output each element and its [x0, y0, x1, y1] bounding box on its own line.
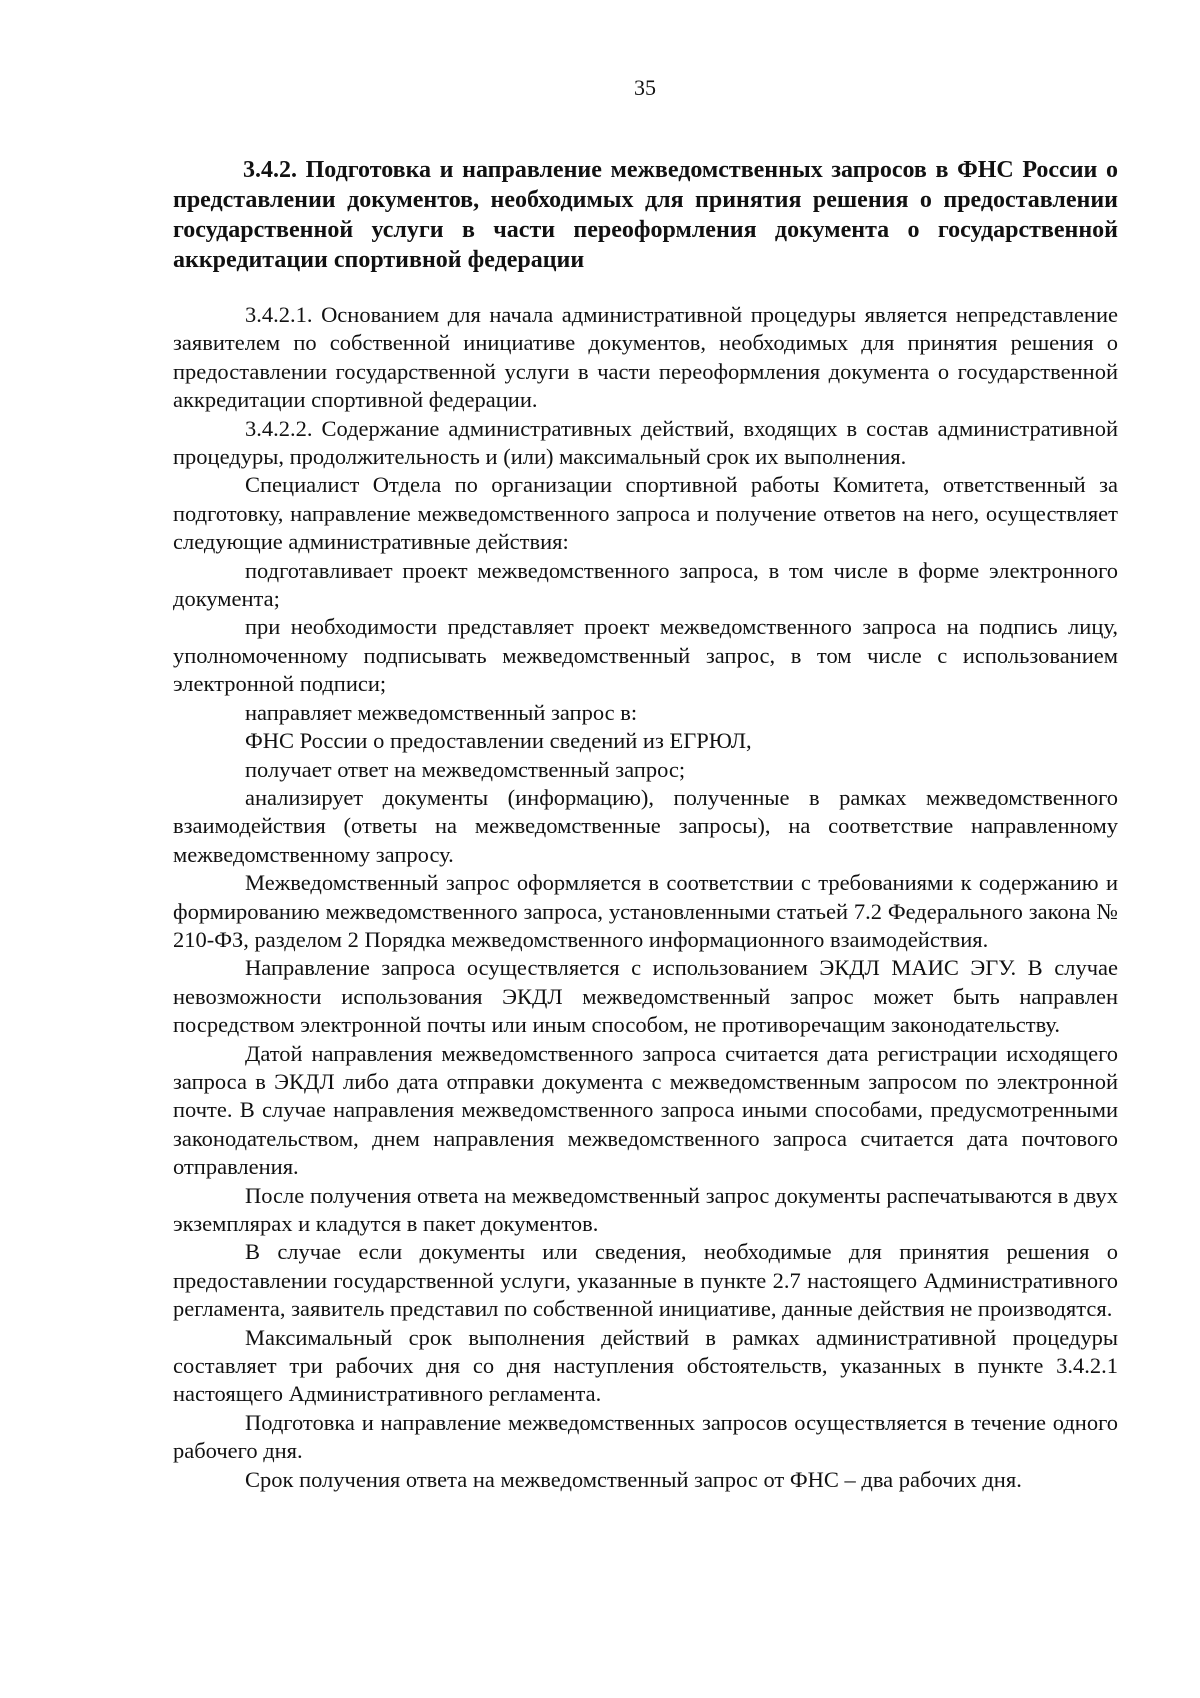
paragraph: получает ответ на межведомственный запрос; — [245, 756, 686, 782]
paragraph: Срок получения ответа на межведомственный запрос от ФНС – два рабочих дня. — [245, 1466, 1022, 1492]
paragraph: подготавливает проект межведомственного запроса, в том числе в форме электронного документа; — [173, 557, 1118, 612]
paragraph: Специалист Отдела по организации спортивной работы Комитета, ответственный за подготовку, направление межведомственного запроса и получение ответов на него, осуществляет следующие административные действия: — [173, 472, 1118, 555]
paragraph: ФНС России о предоставлении сведений из ЕГРЮЛ, — [245, 728, 752, 754]
section-heading: 3.4.2. Подготовка и направление межведомственных запросов в ФНС России о представлении документов, необходимых для принятия решения о предоставлении государственной услуги в части переоформления документа о государственной аккредитации спортивной федерации — [173, 157, 1118, 273]
paragraph: Максимальный срок выполнения действий в рамках административной процедуры составляет три рабочих дня со дня наступления обстоятельств, указанных в пункте 3.4.2.1 настоящего Административного регламента. — [173, 1324, 1118, 1407]
paragraph: Межведомственный запрос оформляется в соответствии с требованиями к содержанию и формированию межведомственного запроса, установленными статьей 7.2 Федерального закона № 210-ФЗ, разделом 2 Порядка межведомственного информационного взаимодействия. — [173, 870, 1118, 952]
paragraph: Направление запроса осуществляется с использованием ЭКДЛ МАИС ЭГУ. В случае невозможности использования ЭКДЛ межведомственный запрос может быть направлен посредством электронной почты или иным способом, не противоречащим законодательству. — [173, 955, 1118, 1038]
paragraph: при необходимости представляет проект межведомственного запроса на подпись лицу, уполномоченному подписывать межведомственный запрос, в том числе с использованием электронной подписи; — [173, 614, 1118, 697]
paragraph: Датой направления межведомственного запроса считается дата регистрации исходящего запроса в ЭКДЛ либо дата отправки документа с межведомственным запросом по электронной почте. В случае направления межведомственного запроса иными способами, предусмотренными законодательством, днем направления межведомственного запроса считается дата почтового отправления. — [173, 1040, 1118, 1180]
paragraph: направляет межведомственный запрос в: — [245, 699, 638, 725]
paragraph: Подготовка и направление межведомственных запросов осуществляется в течение одного рабочего дня. — [173, 1409, 1118, 1464]
paragraph: 3.4.2.1. Основанием для начала административной процедуры является непредставление заявителем по собственной инициативе документов, необходимых для принятия решения о предоставлении государственной услуги в части переоформления документа о государственной аккредитации спортивной федерации. — [173, 302, 1118, 413]
paragraph: После получения ответа на межведомственный запрос документы распечатываются в двух экземплярах и кладутся в пакет документов. — [173, 1182, 1118, 1236]
page-number: 35 — [634, 75, 656, 100]
paragraph: 3.4.2.2. Содержание административных действий, входящих в состав административной процедуры, продолжительность и (или) максимальный срок их выполнения. — [173, 415, 1118, 470]
paragraph: В случае если документы или сведения, необходимые для принятия решения о предоставлении государственной услуги, указанные в пункте 2.7 настоящего Административного регламента, заявитель представил по собственной инициативе, данные действия не производятся. — [173, 1239, 1118, 1322]
document-body — [173, 155, 1118, 1494]
paragraph: анализирует документы (информацию), полученные в рамках межведомственного взаимодействия (ответы на межведомственные запросы), на соответствие направленному межведомственному запросу. — [173, 784, 1118, 867]
